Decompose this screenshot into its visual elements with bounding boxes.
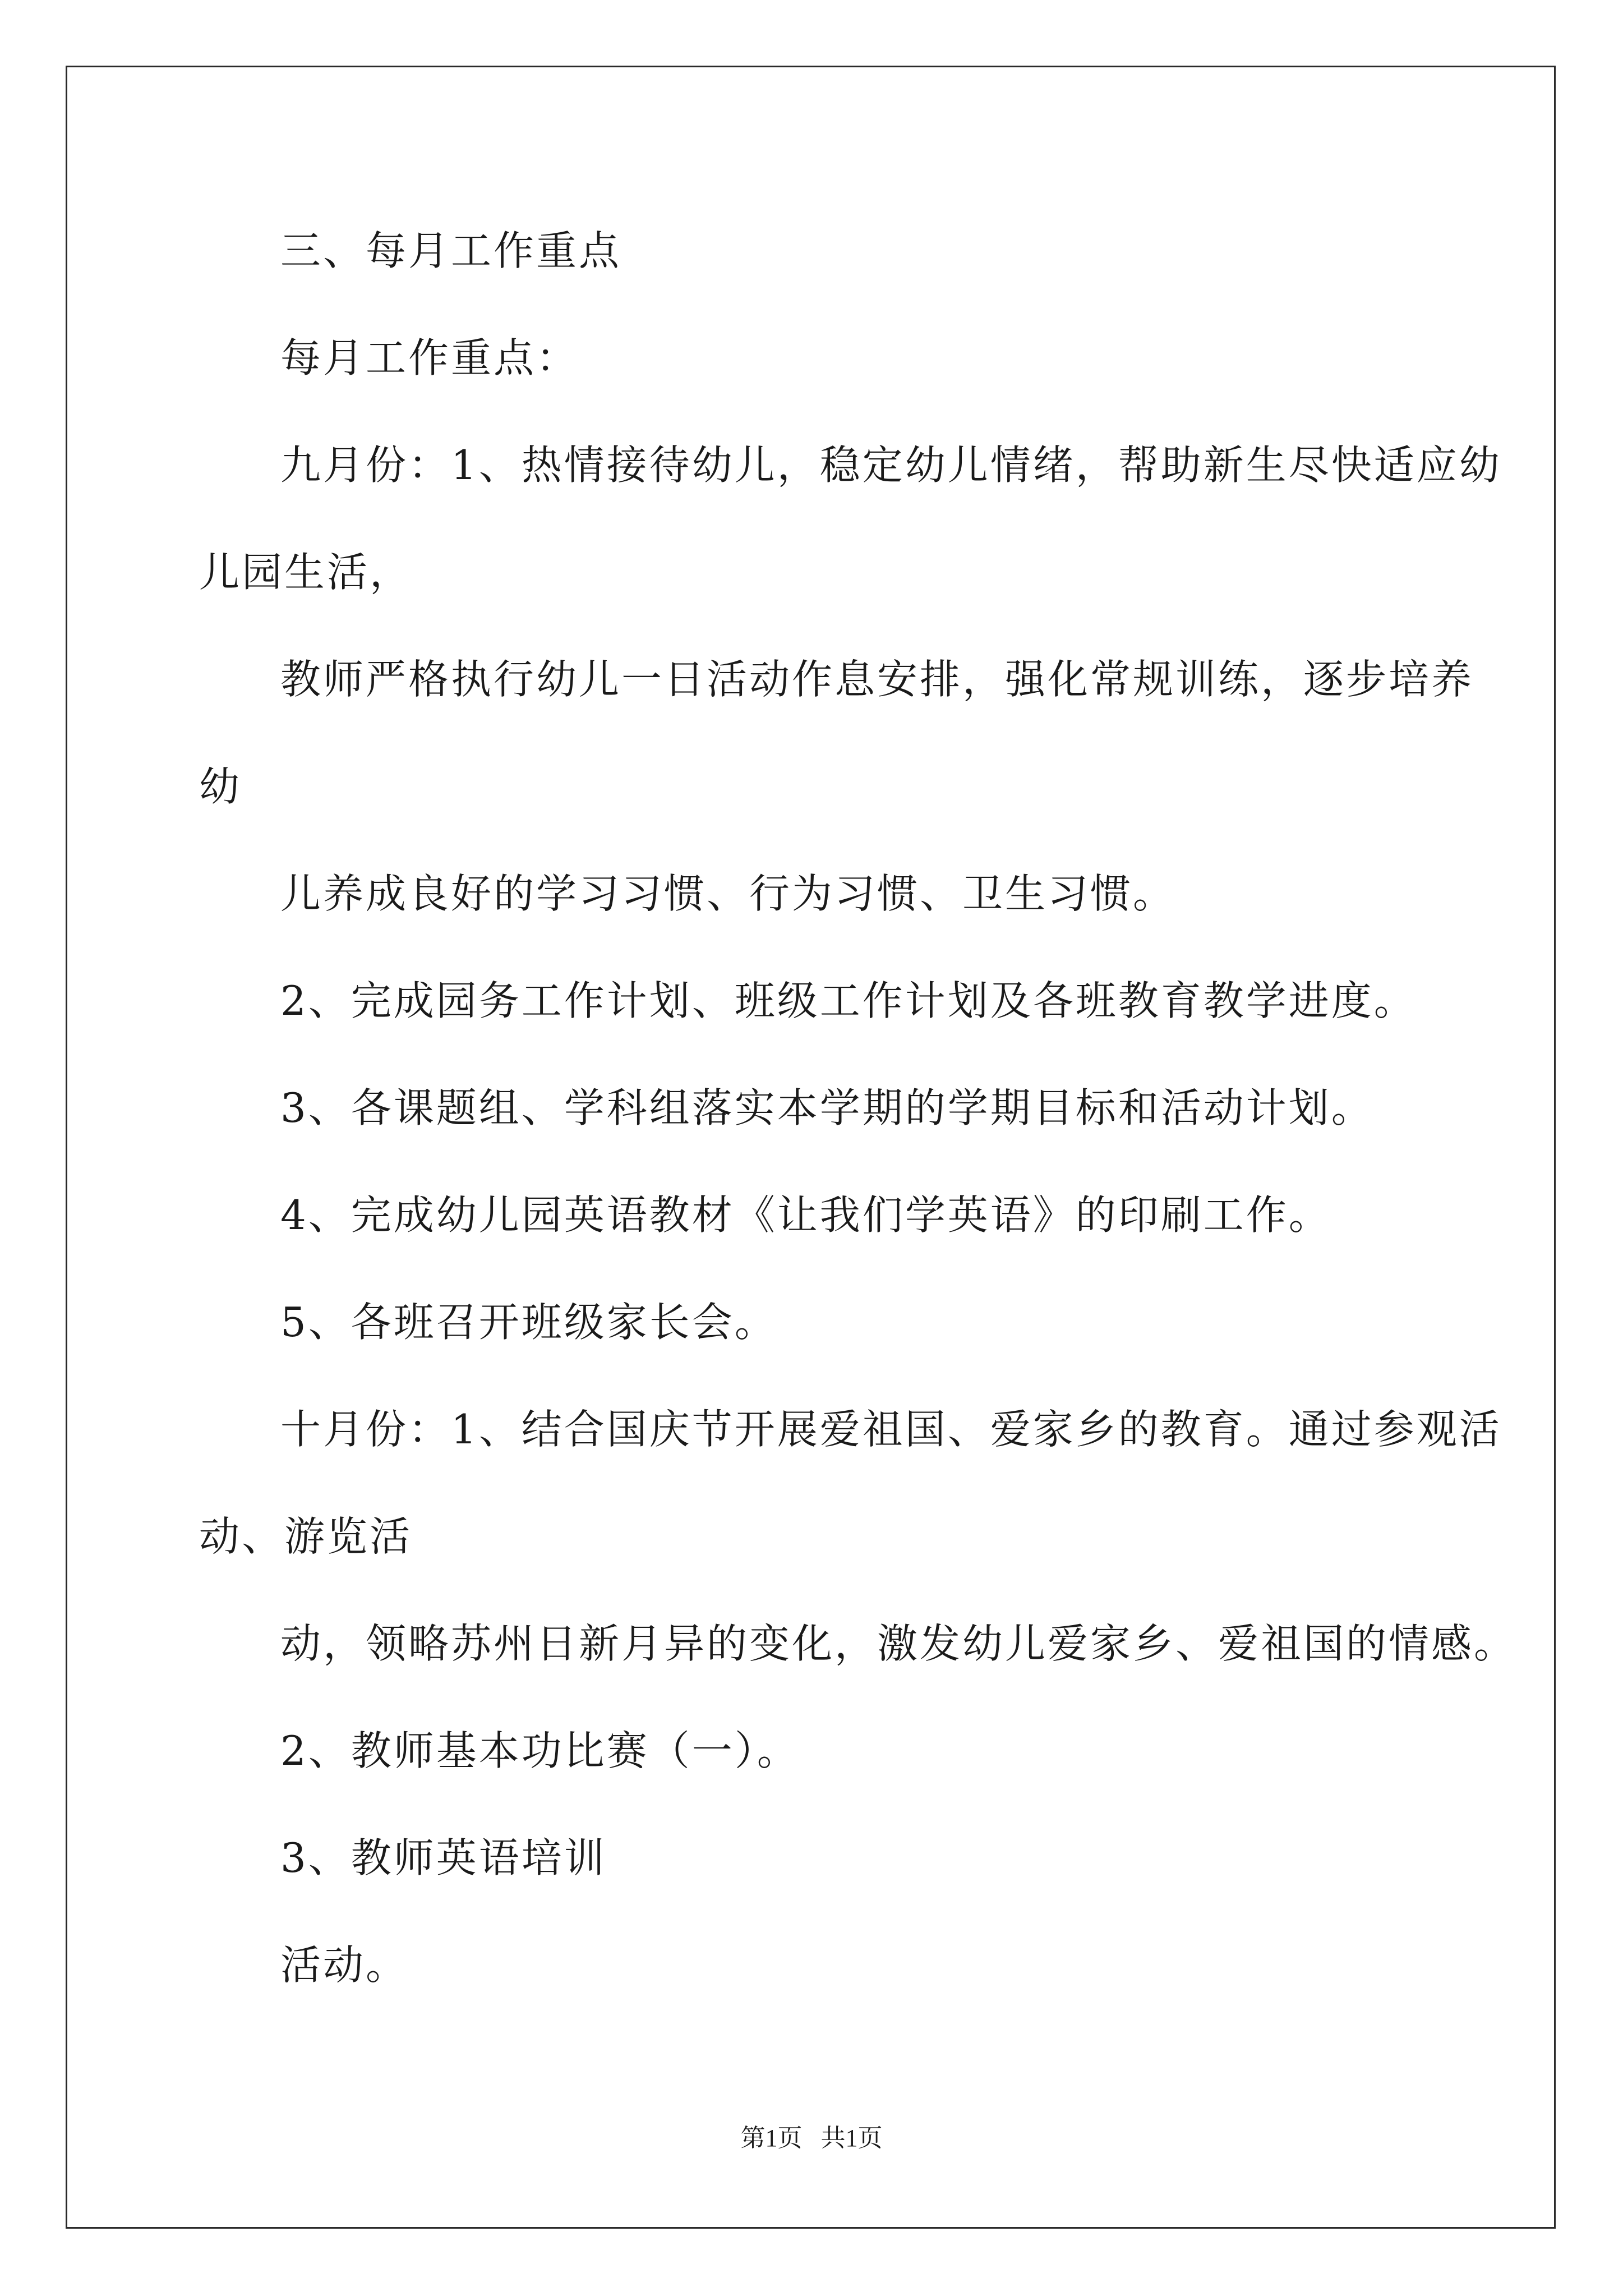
paragraph-line: 动、游览活 <box>199 1513 413 1560</box>
paragraph-line: 每月工作重点： <box>280 334 579 381</box>
paragraph-line: 儿养成良好的学习习惯、行为习惯、卫生习惯。 <box>280 870 1176 917</box>
paragraph-line: 3、教师英语培训 <box>280 1834 607 1881</box>
paragraph-line: 4、完成幼儿园英语教材《让我们学英语》的印刷工作。 <box>280 1191 1331 1239</box>
paragraph-line: 教师严格执行幼儿一日活动作息安排，强化常规训练，逐步培养 <box>280 656 1474 703</box>
paragraph-line: 5、各班召开班级家长会。 <box>280 1299 777 1346</box>
paragraph-line: 活动。 <box>280 1941 409 1989</box>
page-border <box>66 66 1556 2229</box>
paragraph-line: 幼 <box>199 763 242 810</box>
paragraph-line: 儿园生活， <box>199 549 413 596</box>
paragraph-line: 2、完成园务工作计划、班级工作计划及各班教育教学进度。 <box>280 977 1417 1024</box>
paragraph-line: 动，领略苏州日新月异的变化，激发幼儿爱家乡、爱祖国的情感。 <box>280 1620 1517 1667</box>
paragraph-line: 九月份：1、热情接待幼儿，稳定幼儿情绪，帮助新生尽快适应幼 <box>280 441 1502 489</box>
page-number-footer: 第1页 共1页 <box>740 2124 883 2152</box>
paragraph-line: 十月份：1、结合国庆节开展爱祖国、爱家乡的教育。通过参观活 <box>280 1406 1502 1453</box>
paragraph-line: 3、各课题组、学科组落实本学期的学期目标和活动计划。 <box>280 1084 1374 1131</box>
section-heading: 三、每月工作重点 <box>280 227 622 274</box>
paragraph-line: 2、教师基本功比赛（一）。 <box>280 1727 800 1774</box>
